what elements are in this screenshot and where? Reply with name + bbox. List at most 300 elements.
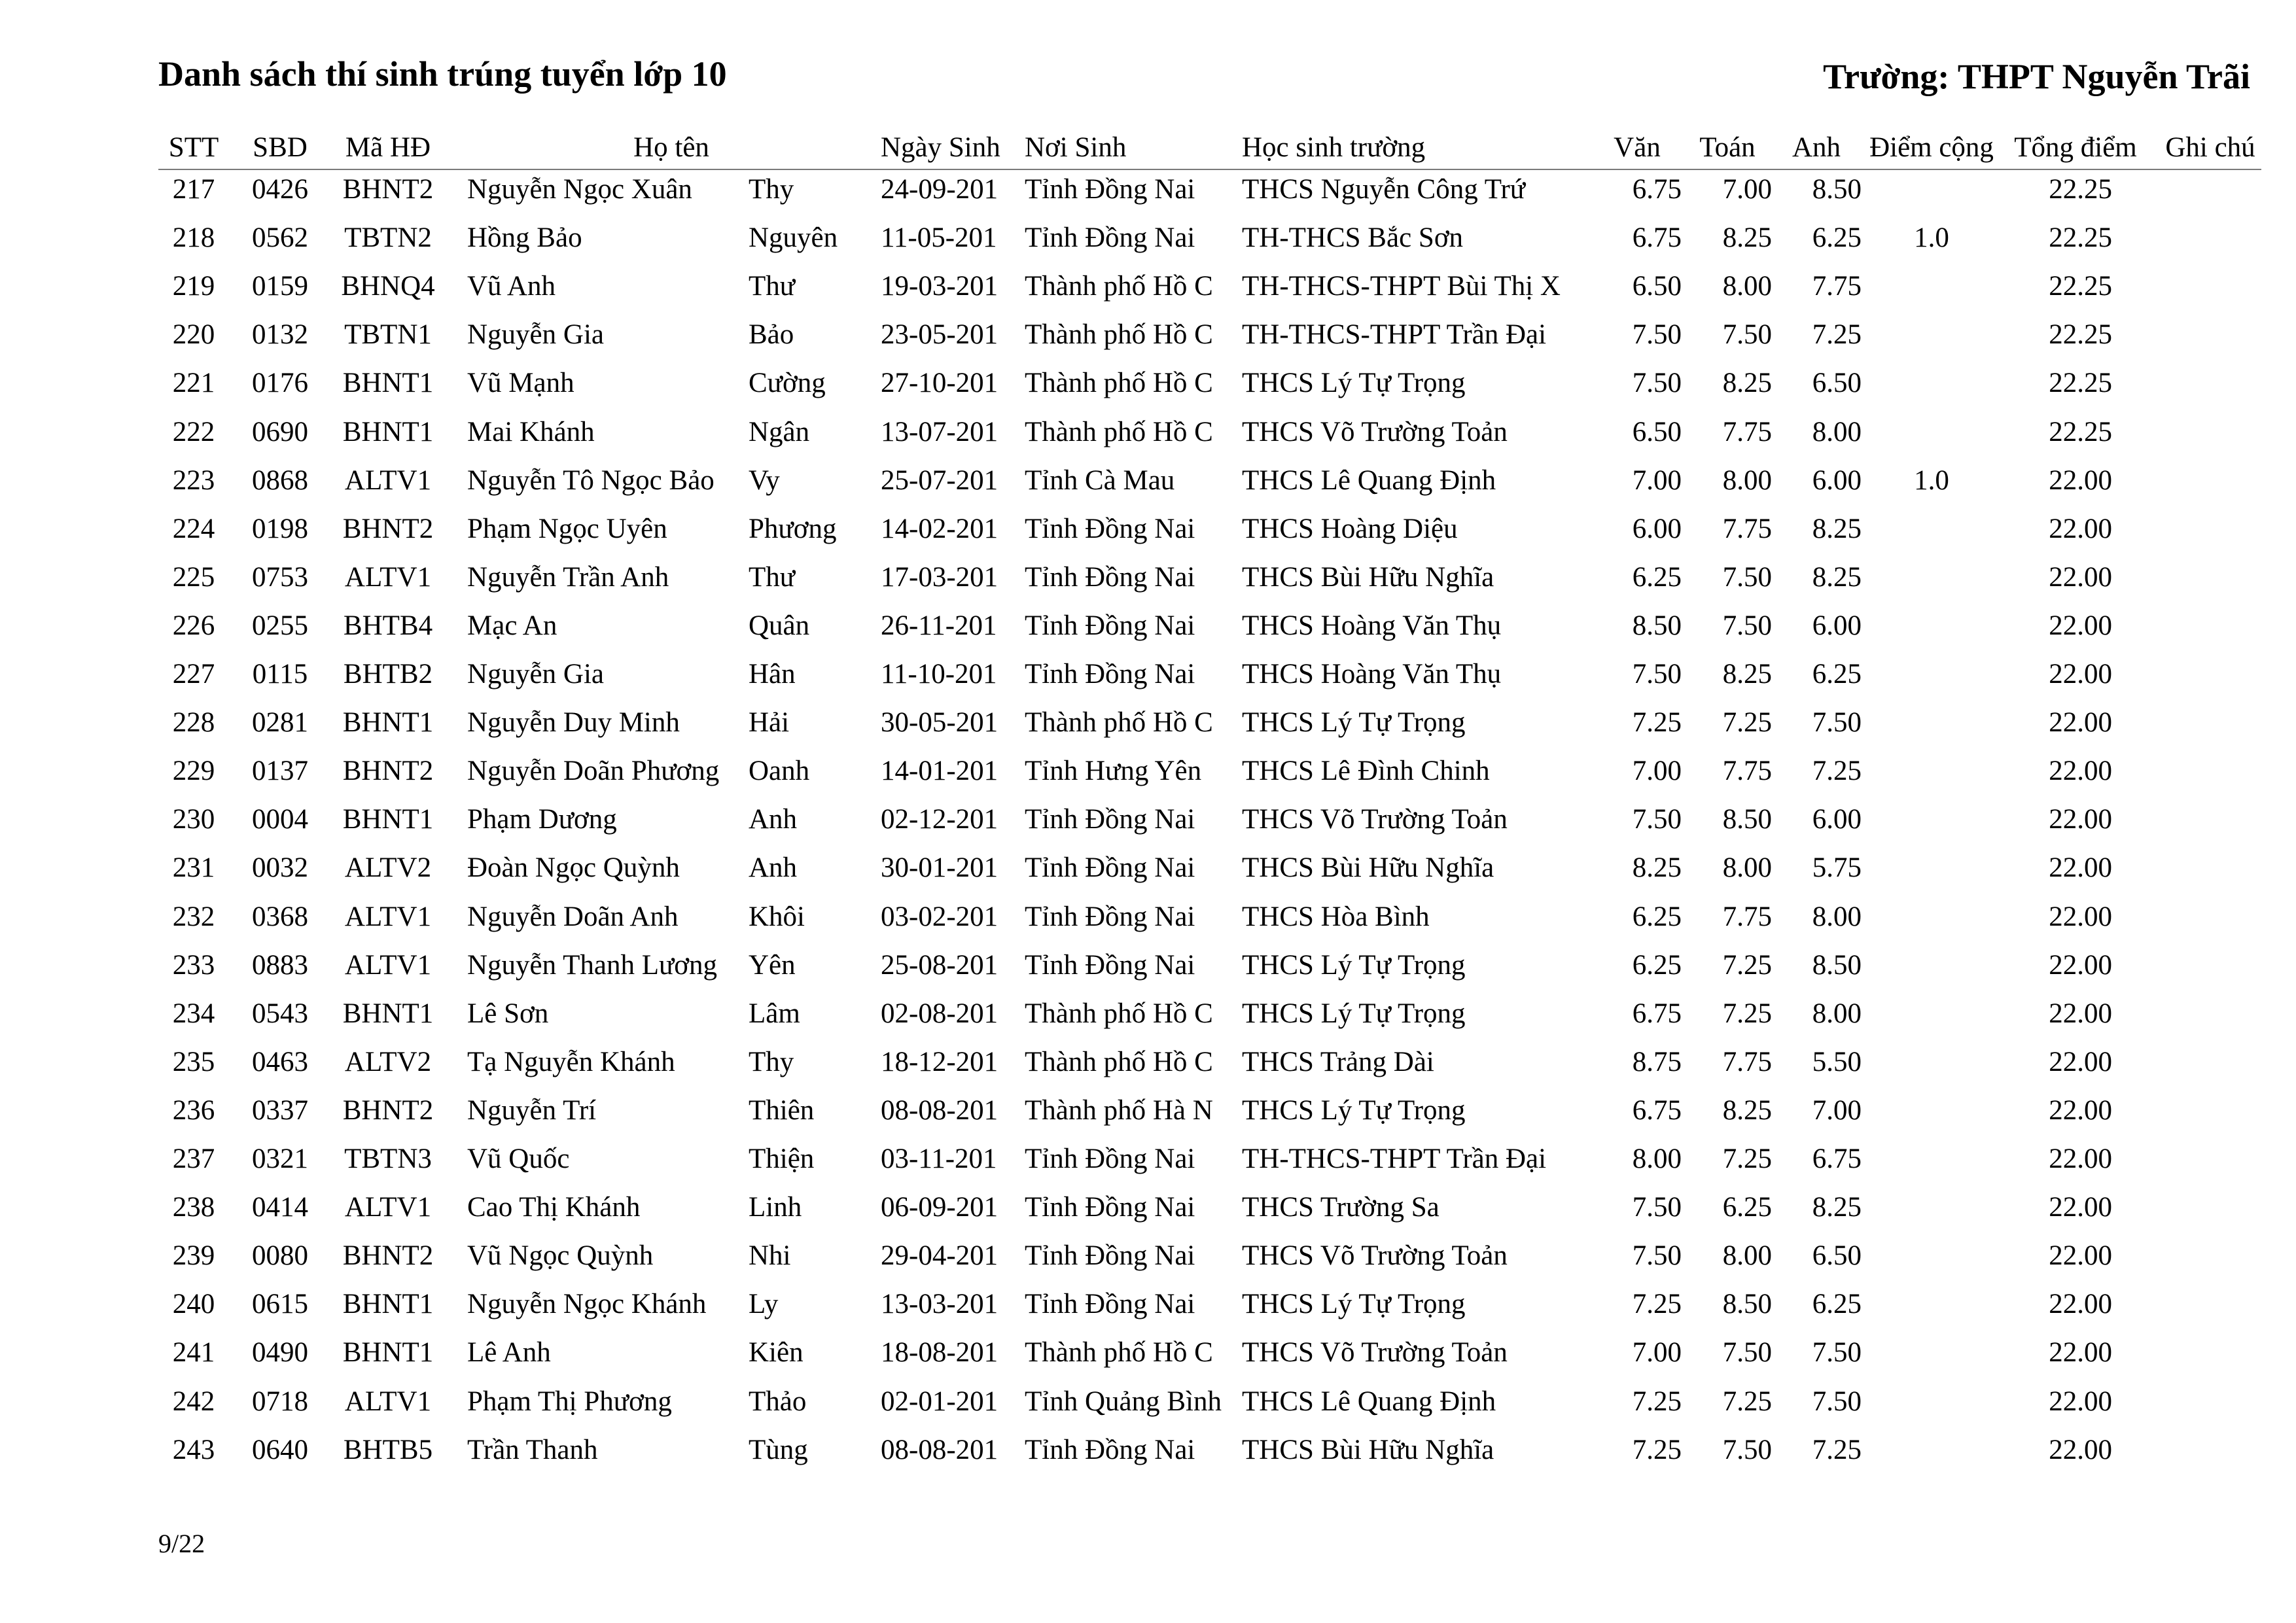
cell-ho: Mai Khánh: [467, 416, 595, 447]
cell-tong: 22.00: [2049, 1434, 2112, 1465]
cell-ngaysinh: 02-08-201: [881, 998, 998, 1029]
cell-ten: Thy: [749, 1046, 794, 1077]
cell-stt: 218: [172, 222, 215, 254]
cell-tong: 22.00: [2049, 464, 2112, 496]
cell-ten: Thy: [749, 174, 794, 205]
table-row: [0, 171, 2296, 208]
cell-mahd: ALTV1: [344, 949, 432, 981]
cell-diemcong: 1.0: [1914, 464, 1949, 496]
cell-stt: 231: [172, 852, 215, 884]
cell-van: 7.50: [1632, 319, 1682, 351]
cell-ten: Nguyên: [749, 222, 838, 254]
header-truong: Học sinh trường: [1242, 132, 1426, 163]
cell-sbd: 0255: [252, 610, 308, 641]
cell-ho: Phạm Thị Phương: [467, 1386, 672, 1417]
cell-stt: 240: [172, 1289, 215, 1320]
cell-ho: Vũ Anh: [467, 271, 556, 302]
cell-ten: Quân: [749, 610, 810, 641]
cell-tong: 22.00: [2049, 707, 2112, 739]
cell-ho: Vũ Mạnh: [467, 368, 574, 399]
cell-toan: 8.00: [1722, 464, 1772, 496]
cell-tong: 22.00: [2049, 1046, 2112, 1077]
cell-truong: THCS Võ Trường Toản: [1242, 1240, 1508, 1272]
cell-noisinh: Thành phố Hồ C: [1025, 416, 1213, 447]
cell-noisinh: Tỉnh Đồng Nai: [1025, 1192, 1195, 1223]
cell-anh: 7.50: [1812, 707, 1862, 739]
cell-ngaysinh: 13-07-201: [881, 416, 998, 447]
cell-tong: 22.00: [2049, 1240, 2112, 1272]
cell-ngaysinh: 02-12-201: [881, 804, 998, 835]
cell-ten: Oanh: [749, 756, 810, 787]
cell-ngaysinh: 30-01-201: [881, 852, 998, 884]
cell-mahd: BHTB4: [343, 610, 433, 641]
cell-ho: Nguyễn Doãn Anh: [467, 901, 679, 932]
cell-anh: 5.50: [1812, 1046, 1862, 1077]
cell-toan: 8.00: [1722, 271, 1772, 302]
cell-truong: TH-THCS-THPT Trần Đại: [1242, 1143, 1547, 1174]
table-row: [0, 996, 2296, 1032]
cell-van: 8.75: [1632, 1046, 1682, 1077]
cell-stt: 219: [172, 271, 215, 302]
cell-anh: 6.50: [1812, 1240, 1862, 1272]
header-ngaysinh: Ngày Sinh: [881, 132, 1000, 163]
cell-sbd: 0004: [252, 804, 308, 835]
cell-toan: 7.00: [1722, 174, 1772, 205]
cell-tong: 22.25: [2049, 368, 2112, 399]
cell-mahd: BHNT2: [342, 1094, 434, 1126]
cell-ho: Nguyễn Gia: [467, 659, 604, 689]
cell-noisinh: Tỉnh Hưng Yên: [1025, 756, 1202, 787]
cell-van: 8.50: [1632, 610, 1682, 641]
cell-sbd: 0490: [252, 1337, 308, 1369]
cell-noisinh: Tỉnh Đồng Nai: [1025, 610, 1195, 641]
cell-ho: Mạc An: [467, 610, 557, 641]
cell-van: 7.50: [1632, 368, 1682, 399]
cell-sbd: 0562: [252, 222, 308, 254]
table-row: [0, 1432, 2296, 1469]
table-row: [0, 1286, 2296, 1323]
table-row: [0, 365, 2296, 402]
cell-noisinh: Thành phố Hồ C: [1025, 1046, 1213, 1077]
cell-noisinh: Tỉnh Đồng Nai: [1025, 222, 1195, 254]
cell-noisinh: Thành phố Hà N: [1025, 1094, 1213, 1126]
cell-anh: 8.00: [1812, 901, 1862, 932]
cell-truong: THCS Nguyễn Công Trứ: [1242, 174, 1526, 205]
cell-anh: 8.50: [1812, 949, 1862, 981]
cell-noisinh: Tỉnh Đồng Nai: [1025, 561, 1195, 593]
cell-noisinh: Tỉnh Đồng Nai: [1025, 174, 1195, 205]
cell-mahd: BHNT2: [342, 513, 434, 544]
cell-tong: 22.00: [2049, 1094, 2112, 1126]
header-hoten: Họ tên: [633, 132, 709, 163]
cell-ten: Yên: [749, 949, 796, 981]
cell-ngaysinh: 24-09-201: [881, 174, 998, 205]
cell-sbd: 0080: [252, 1240, 308, 1272]
cell-sbd: 0753: [252, 561, 308, 593]
cell-tong: 22.00: [2049, 1192, 2112, 1223]
cell-ho: Nguyễn Trí: [467, 1094, 597, 1126]
cell-mahd: BHTB2: [343, 659, 433, 689]
cell-ngaysinh: 30-05-201: [881, 707, 998, 739]
header-diemcong: Điểm cộng: [1869, 132, 1994, 163]
cell-anh: 6.25: [1812, 222, 1862, 254]
cell-truong: THCS Trảng Dài: [1242, 1046, 1434, 1077]
cell-ho: Phạm Dương: [467, 804, 617, 835]
table-row: [0, 1238, 2296, 1274]
cell-truong: TH-THCS-THPT Bùi Thị X: [1242, 271, 1561, 302]
cell-ten: Thiện: [749, 1143, 815, 1174]
cell-stt: 233: [172, 949, 215, 981]
cell-stt: 230: [172, 804, 215, 835]
cell-toan: 7.50: [1722, 319, 1772, 351]
cell-tong: 22.00: [2049, 561, 2112, 593]
cell-anh: 6.50: [1812, 368, 1862, 399]
cell-ho: Cao Thị Khánh: [467, 1192, 641, 1223]
cell-truong: TH-THCS-THPT Trần Đại: [1242, 319, 1547, 351]
cell-stt: 220: [172, 319, 215, 351]
cell-ho: Trần Thanh: [467, 1434, 598, 1465]
cell-mahd: TBTN2: [344, 222, 432, 254]
cell-stt: 238: [172, 1192, 215, 1223]
cell-ngaysinh: 17-03-201: [881, 561, 998, 593]
cell-ten: Anh: [749, 804, 798, 835]
cell-anh: 8.25: [1812, 1192, 1862, 1223]
cell-anh: 8.25: [1812, 513, 1862, 544]
cell-toan: 7.75: [1722, 756, 1772, 787]
cell-mahd: ALTV2: [344, 852, 432, 884]
cell-ngaysinh: 18-08-201: [881, 1337, 998, 1369]
cell-truong: THCS Võ Trường Toản: [1242, 1337, 1508, 1369]
cell-sbd: 0368: [252, 901, 308, 932]
cell-truong: THCS Bùi Hữu Nghĩa: [1242, 852, 1494, 884]
cell-anh: 5.75: [1812, 852, 1862, 884]
cell-stt: 217: [172, 174, 215, 205]
cell-ho: Vũ Quốc: [467, 1143, 570, 1174]
cell-toan: 7.75: [1722, 901, 1772, 932]
cell-ten: Nhi: [749, 1240, 791, 1272]
cell-noisinh: Tỉnh Đồng Nai: [1025, 1143, 1195, 1174]
cell-ten: Khôi: [749, 901, 805, 932]
cell-mahd: BHNT1: [342, 1289, 434, 1320]
cell-ten: Phương: [749, 513, 837, 544]
cell-mahd: BHNT1: [342, 416, 434, 447]
table-row: [0, 414, 2296, 451]
cell-truong: THCS Võ Trường Toản: [1242, 804, 1508, 835]
cell-ngaysinh: 14-01-201: [881, 756, 998, 787]
cell-diemcong: 1.0: [1914, 222, 1949, 254]
table-row: [0, 608, 2296, 644]
cell-noisinh: Thành phố Hồ C: [1025, 271, 1213, 302]
cell-ngaysinh: 14-02-201: [881, 513, 998, 544]
cell-truong: THCS Hoàng Diệu: [1242, 513, 1458, 544]
cell-toan: 8.00: [1722, 1240, 1772, 1272]
cell-tong: 22.00: [2049, 1289, 2112, 1320]
cell-stt: 242: [172, 1386, 215, 1417]
cell-anh: 8.50: [1812, 174, 1862, 205]
cell-van: 7.00: [1632, 1337, 1682, 1369]
cell-truong: THCS Lý Tự Trọng: [1242, 1289, 1466, 1320]
header-sbd: SBD: [253, 132, 308, 163]
cell-mahd: BHNT2: [342, 1240, 434, 1272]
cell-sbd: 0868: [252, 464, 308, 496]
cell-noisinh: Tỉnh Đồng Nai: [1025, 852, 1195, 884]
cell-mahd: BHNT1: [342, 1337, 434, 1369]
cell-van: 6.25: [1632, 949, 1682, 981]
cell-anh: 7.50: [1812, 1386, 1862, 1417]
cell-ho: Tạ Nguyễn Khánh: [467, 1046, 675, 1077]
header-toan: Toán: [1699, 132, 1756, 163]
cell-ten: Thảo: [749, 1386, 807, 1417]
cell-noisinh: Thành phố Hồ C: [1025, 707, 1213, 739]
cell-toan: 7.25: [1722, 1386, 1772, 1417]
cell-truong: THCS Lý Tự Trọng: [1242, 368, 1466, 399]
cell-ten: Kiên: [749, 1337, 804, 1369]
cell-truong: THCS Lý Tự Trọng: [1242, 707, 1466, 739]
cell-toan: 7.25: [1722, 1143, 1772, 1174]
cell-tong: 22.00: [2049, 949, 2112, 981]
cell-anh: 6.75: [1812, 1143, 1862, 1174]
cell-ho: Nguyễn Thanh Lương: [467, 949, 718, 981]
cell-mahd: ALTV1: [344, 901, 432, 932]
table-row: [0, 753, 2296, 790]
cell-tong: 22.25: [2049, 319, 2112, 351]
cell-toan: 8.00: [1722, 852, 1772, 884]
table-row: [0, 947, 2296, 984]
cell-ten: Tùng: [749, 1434, 808, 1465]
cell-sbd: 0132: [252, 319, 308, 351]
cell-ngaysinh: 08-08-201: [881, 1094, 998, 1126]
cell-stt: 229: [172, 756, 215, 787]
cell-anh: 7.00: [1812, 1094, 1862, 1126]
cell-tong: 22.00: [2049, 610, 2112, 641]
cell-ten: Vy: [749, 464, 780, 496]
cell-toan: 6.25: [1722, 1192, 1772, 1223]
cell-tong: 22.00: [2049, 1386, 2112, 1417]
cell-stt: 236: [172, 1094, 215, 1126]
table-header: [0, 130, 2296, 166]
cell-truong: THCS Lê Quang Định: [1242, 464, 1496, 496]
cell-anh: 6.00: [1812, 610, 1862, 641]
cell-ho: Nguyễn Doãn Phương: [467, 756, 720, 787]
cell-sbd: 0281: [252, 707, 308, 739]
cell-toan: 8.50: [1722, 1289, 1772, 1320]
cell-toan: 7.75: [1722, 1046, 1772, 1077]
cell-mahd: TBTN3: [344, 1143, 432, 1174]
cell-ten: Thiên: [749, 1094, 815, 1126]
table-row: [0, 559, 2296, 596]
cell-noisinh: Tỉnh Đồng Nai: [1025, 949, 1195, 981]
cell-toan: 8.25: [1722, 368, 1772, 399]
cell-mahd: BHNT2: [342, 174, 434, 205]
cell-tong: 22.00: [2049, 1143, 2112, 1174]
cell-van: 7.25: [1632, 1289, 1682, 1320]
cell-anh: 7.25: [1812, 1434, 1862, 1465]
header-noisinh: Nơi Sinh: [1025, 132, 1127, 163]
cell-mahd: TBTN1: [344, 319, 432, 351]
cell-mahd: ALTV1: [344, 464, 432, 496]
cell-ten: Ly: [749, 1289, 779, 1320]
cell-tong: 22.00: [2049, 659, 2112, 689]
cell-ho: Nguyễn Tô Ngọc Bảo: [467, 464, 715, 496]
cell-mahd: ALTV1: [344, 1192, 432, 1223]
cell-anh: 7.50: [1812, 1337, 1862, 1369]
header-tong: Tổng điểm: [2014, 132, 2137, 163]
table-row: [0, 1044, 2296, 1081]
cell-van: 7.25: [1632, 707, 1682, 739]
school-name: Trường: THPT Nguyễn Trãi: [1823, 57, 2250, 96]
cell-stt: 224: [172, 513, 215, 544]
header-stt: STT: [168, 132, 219, 163]
table-row: [0, 705, 2296, 741]
cell-truong: THCS Lê Đình Chinh: [1242, 756, 1490, 787]
cell-toan: 7.25: [1722, 707, 1772, 739]
cell-ho: Nguyễn Ngọc Khánh: [467, 1289, 707, 1320]
cell-tong: 22.00: [2049, 804, 2112, 835]
cell-sbd: 0137: [252, 756, 308, 787]
cell-stt: 232: [172, 901, 215, 932]
cell-tong: 22.00: [2049, 756, 2112, 787]
cell-van: 7.50: [1632, 1192, 1682, 1223]
cell-toan: 7.50: [1722, 1337, 1772, 1369]
header-anh: Anh: [1792, 132, 1841, 163]
cell-ho: Nguyễn Ngọc Xuân: [467, 174, 692, 205]
cell-van: 6.50: [1632, 416, 1682, 447]
table-row: [0, 850, 2296, 886]
cell-mahd: BHNQ4: [341, 271, 435, 302]
cell-truong: THCS Hoàng Văn Thụ: [1242, 610, 1502, 641]
table-row: [0, 268, 2296, 305]
cell-van: 6.75: [1632, 1094, 1682, 1126]
cell-van: 7.25: [1632, 1434, 1682, 1465]
cell-van: 8.00: [1632, 1143, 1682, 1174]
cell-ten: Linh: [749, 1192, 802, 1223]
cell-toan: 7.75: [1722, 416, 1772, 447]
cell-sbd: 0426: [252, 174, 308, 205]
cell-ngaysinh: 11-10-201: [881, 659, 997, 689]
cell-truong: THCS Bùi Hữu Nghĩa: [1242, 1434, 1494, 1465]
cell-ho: Nguyễn Trần Anh: [467, 561, 669, 593]
cell-truong: THCS Lê Quang Định: [1242, 1386, 1496, 1417]
cell-tong: 22.00: [2049, 998, 2112, 1029]
cell-truong: THCS Trường Sa: [1242, 1192, 1439, 1223]
cell-sbd: 0690: [252, 416, 308, 447]
cell-ngaysinh: 25-08-201: [881, 949, 998, 981]
cell-ten: Bảo: [749, 319, 794, 351]
cell-sbd: 0615: [252, 1289, 308, 1320]
cell-ngaysinh: 03-02-201: [881, 901, 998, 932]
cell-tong: 22.00: [2049, 901, 2112, 932]
table-row: [0, 220, 2296, 256]
cell-truong: THCS Hòa Bình: [1242, 901, 1430, 932]
cell-mahd: BHTB5: [343, 1434, 433, 1465]
cell-van: 6.75: [1632, 174, 1682, 205]
cell-ten: Hân: [749, 659, 796, 689]
cell-ngaysinh: 03-11-201: [881, 1143, 997, 1174]
cell-anh: 7.25: [1812, 756, 1862, 787]
cell-sbd: 0463: [252, 1046, 308, 1077]
cell-stt: 222: [172, 416, 215, 447]
cell-toan: 7.50: [1722, 561, 1772, 593]
cell-mahd: BHNT1: [342, 368, 434, 399]
page-title: Danh sách thí sinh trúng tuyển lớp 10: [158, 54, 727, 94]
cell-van: 6.50: [1632, 271, 1682, 302]
cell-sbd: 0176: [252, 368, 308, 399]
cell-noisinh: Tỉnh Đồng Nai: [1025, 513, 1195, 544]
cell-mahd: BHNT1: [342, 804, 434, 835]
cell-van: 6.00: [1632, 513, 1682, 544]
table-row: [0, 1092, 2296, 1129]
cell-ten: Lâm: [749, 998, 800, 1029]
cell-stt: 241: [172, 1337, 215, 1369]
cell-ngaysinh: 06-09-201: [881, 1192, 998, 1223]
cell-tong: 22.25: [2049, 271, 2112, 302]
cell-mahd: ALTV1: [344, 561, 432, 593]
cell-anh: 8.00: [1812, 998, 1862, 1029]
table-row: [0, 317, 2296, 353]
table-row: [0, 1189, 2296, 1226]
cell-sbd: 0337: [252, 1094, 308, 1126]
cell-ten: Thư: [749, 561, 796, 593]
cell-stt: 235: [172, 1046, 215, 1077]
cell-sbd: 0414: [252, 1192, 308, 1223]
cell-noisinh: Tỉnh Đồng Nai: [1025, 659, 1195, 689]
table-row: [0, 801, 2296, 838]
cell-ngaysinh: 18-12-201: [881, 1046, 998, 1077]
cell-stt: 225: [172, 561, 215, 593]
cell-ho: Lê Sơn: [467, 998, 549, 1029]
cell-noisinh: Tỉnh Đồng Nai: [1025, 1434, 1195, 1465]
cell-sbd: 0159: [252, 271, 308, 302]
cell-sbd: 0115: [252, 659, 308, 689]
cell-stt: 237: [172, 1143, 215, 1174]
cell-tong: 22.00: [2049, 852, 2112, 884]
cell-stt: 223: [172, 464, 215, 496]
cell-ten: Hải: [749, 707, 790, 739]
cell-ngaysinh: 11-05-201: [881, 222, 997, 254]
cell-anh: 7.75: [1812, 271, 1862, 302]
cell-mahd: BHNT2: [342, 756, 434, 787]
cell-noisinh: Tỉnh Đồng Nai: [1025, 1289, 1195, 1320]
cell-stt: 234: [172, 998, 215, 1029]
cell-anh: 6.00: [1812, 804, 1862, 835]
cell-noisinh: Thành phố Hồ C: [1025, 1337, 1213, 1369]
cell-tong: 22.25: [2049, 222, 2112, 254]
header-van: Văn: [1614, 132, 1661, 163]
cell-van: 6.25: [1632, 561, 1682, 593]
cell-ten: Cường: [749, 368, 826, 399]
cell-truong: THCS Lý Tự Trọng: [1242, 949, 1466, 981]
cell-toan: 8.25: [1722, 222, 1772, 254]
header-divider: [158, 169, 2261, 170]
cell-ngaysinh: 25-07-201: [881, 464, 998, 496]
cell-van: 7.50: [1632, 659, 1682, 689]
cell-ho: Hồng Bảo: [467, 222, 582, 254]
cell-ho: Đoàn Ngọc Quỳnh: [467, 852, 680, 884]
cell-sbd: 0198: [252, 513, 308, 544]
cell-anh: 6.25: [1812, 1289, 1862, 1320]
cell-tong: 22.25: [2049, 416, 2112, 447]
table-row: [0, 462, 2296, 499]
cell-ngaysinh: 26-11-201: [881, 610, 997, 641]
cell-truong: THCS Hoàng Văn Thụ: [1242, 659, 1502, 689]
cell-sbd: 0543: [252, 998, 308, 1029]
cell-mahd: ALTV2: [344, 1046, 432, 1077]
table-row: [0, 511, 2296, 548]
cell-toan: 8.50: [1722, 804, 1772, 835]
table-row: [0, 1335, 2296, 1371]
cell-van: 6.75: [1632, 222, 1682, 254]
cell-sbd: 0321: [252, 1143, 308, 1174]
